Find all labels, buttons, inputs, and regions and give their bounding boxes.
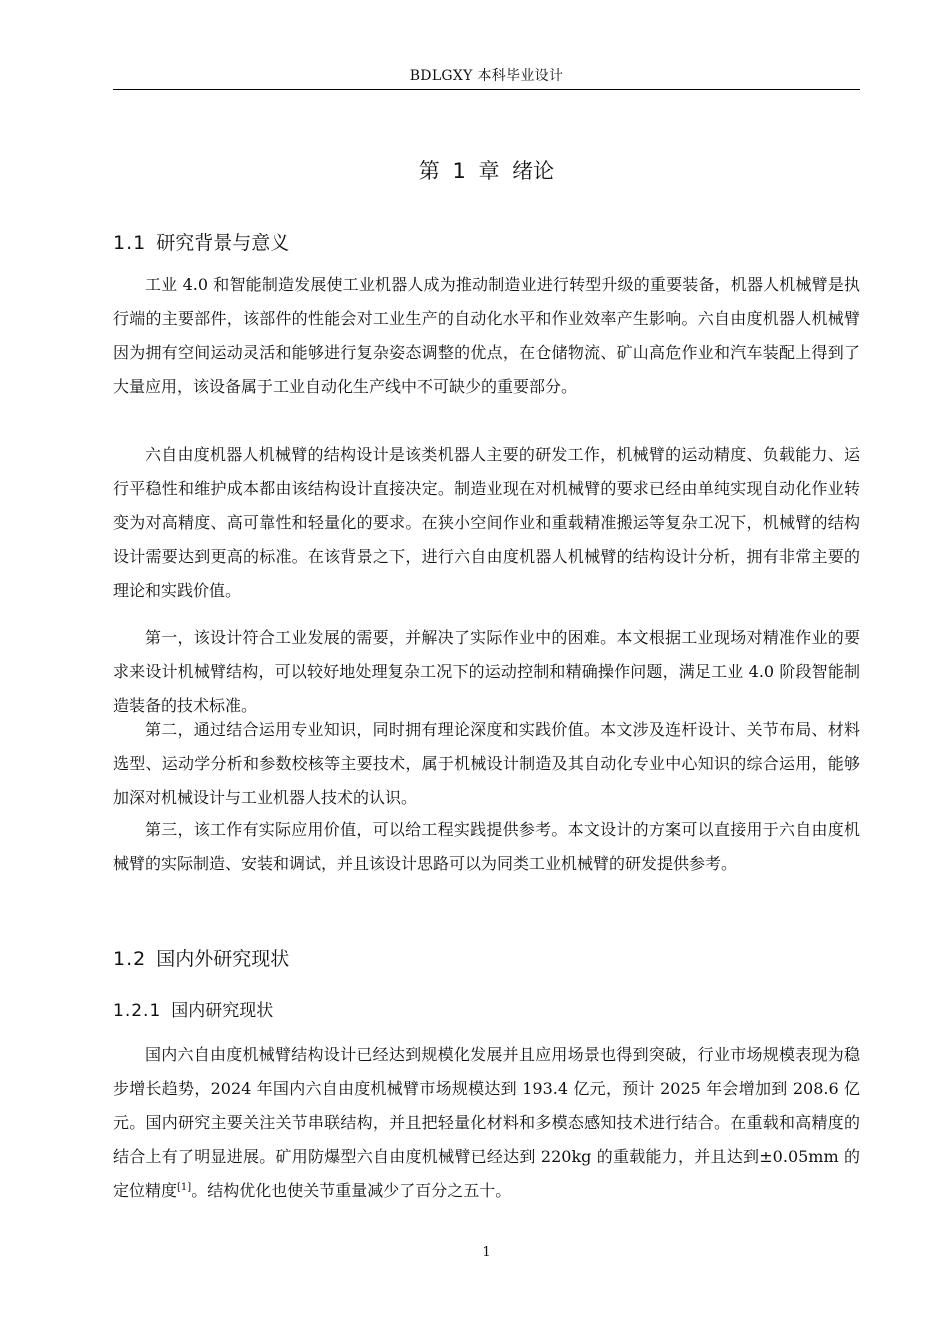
paragraph: 工业 4.0 和智能制造发展使工业机器人成为推动制造业进行转型升级的重要装备，机器人机械臂是执行端的主要部件，该部件的性能会对工业生产的自动化水平和作业效率产生影响。六自由度机器人机械臂因为拥有空间运动灵活和能够进行复杂姿态调整的优点，在仓储物流、矿山高危作业和汽车装配上得到了大量应用，该设备属于工业自动化生产线中不可缺少的重要部分。 [113,275,860,396]
paragraph [113,1038,860,1208]
running-header: BDLGXY 本科毕业设计 [409,68,564,84]
citation-reference[interactable]: [1] [177,1182,192,1193]
section-title: 国内外研究现状 [156,948,290,970]
page-number: 1 [482,1245,491,1260]
section-heading-1-2 [113,945,860,973]
subsection-number: 1.2.1 [113,1001,162,1021]
section-title: 研究背景与意义 [156,232,290,254]
section-heading-1-1 [113,229,860,257]
paragraph-text: 。结构优化也使关节重量减少了百分之五十。 [191,1181,512,1200]
section-number: 1.1 [113,232,147,254]
paragraph: 第三，该工作有实际应用价值，可以给工程实践提供参考。本文设计的方案可以直接用于六自由度机械臂的实际制造、安装和调试，并且该设计思路可以为同类工业机械臂的研发提供参考。 [113,820,860,873]
section-number: 1.2 [113,948,147,970]
subsection-heading-1-2-1 [113,998,860,1024]
paragraph: 六自由度机器人机械臂的结构设计是该类机器人主要的研发工作，机械臂的运动精度、负载能力、运行平稳性和维护成本都由该结构设计直接决定。制造业现在对机械臂的要求已经由单纯实现自动化作业转变为对高精度、高可靠性和轻量化的要求。在狭小空间作业和重载精准搬运等复杂工况下，机械臂的结构设计需要达到更高的标准。在该背景之下，进行六自由度机器人机械臂的结构设计分析，拥有非常主要的理论和实践价值。 [113,445,860,600]
paragraph: 第一，该设计符合工业发展的需要，并解决了实际作业中的困难。本文根据工业现场对精准作业的要求来设计机械臂结构，可以较好地处理复杂工况下的运动控制和精确操作问题，满足工业 4.0 阶段智能制造装备的技术标准。 [113,628,860,715]
header-rule [113,89,860,90]
paragraph: 第二，通过结合运用专业知识，同时拥有理论深度和实践价值。本文涉及连杆设计、关节布局、材料选型、运动学分析和参数校核等主要技术，属于机械设计制造及其自动化专业中心知识的综合运用，能够加深对机械设计与工业机器人技术的认识。 [113,720,860,807]
subsection-title: 国内研究现状 [171,1001,274,1021]
paragraph-text: 国内六自由度机械臂结构设计已经达到规模化发展并且应用场景也得到突破，行业市场规模表现为稳步增长趋势，2024 年国内六自由度机械臂市场规模达到 193.4 亿元，预计 2025 年会增加到 208.6 亿元。国内研究主要关注关节串联结构，并且把轻量化材料和多模态感知技术进行结合。在重载和高精度的结合上有了明显进展。矿用防爆型六自由度机械臂已经达到 220kg 的重载能力，并且达到±0.05mm 的定位精度 [113,1045,860,1200]
chapter-title: 第 1 章 绪论 [418,159,555,183]
